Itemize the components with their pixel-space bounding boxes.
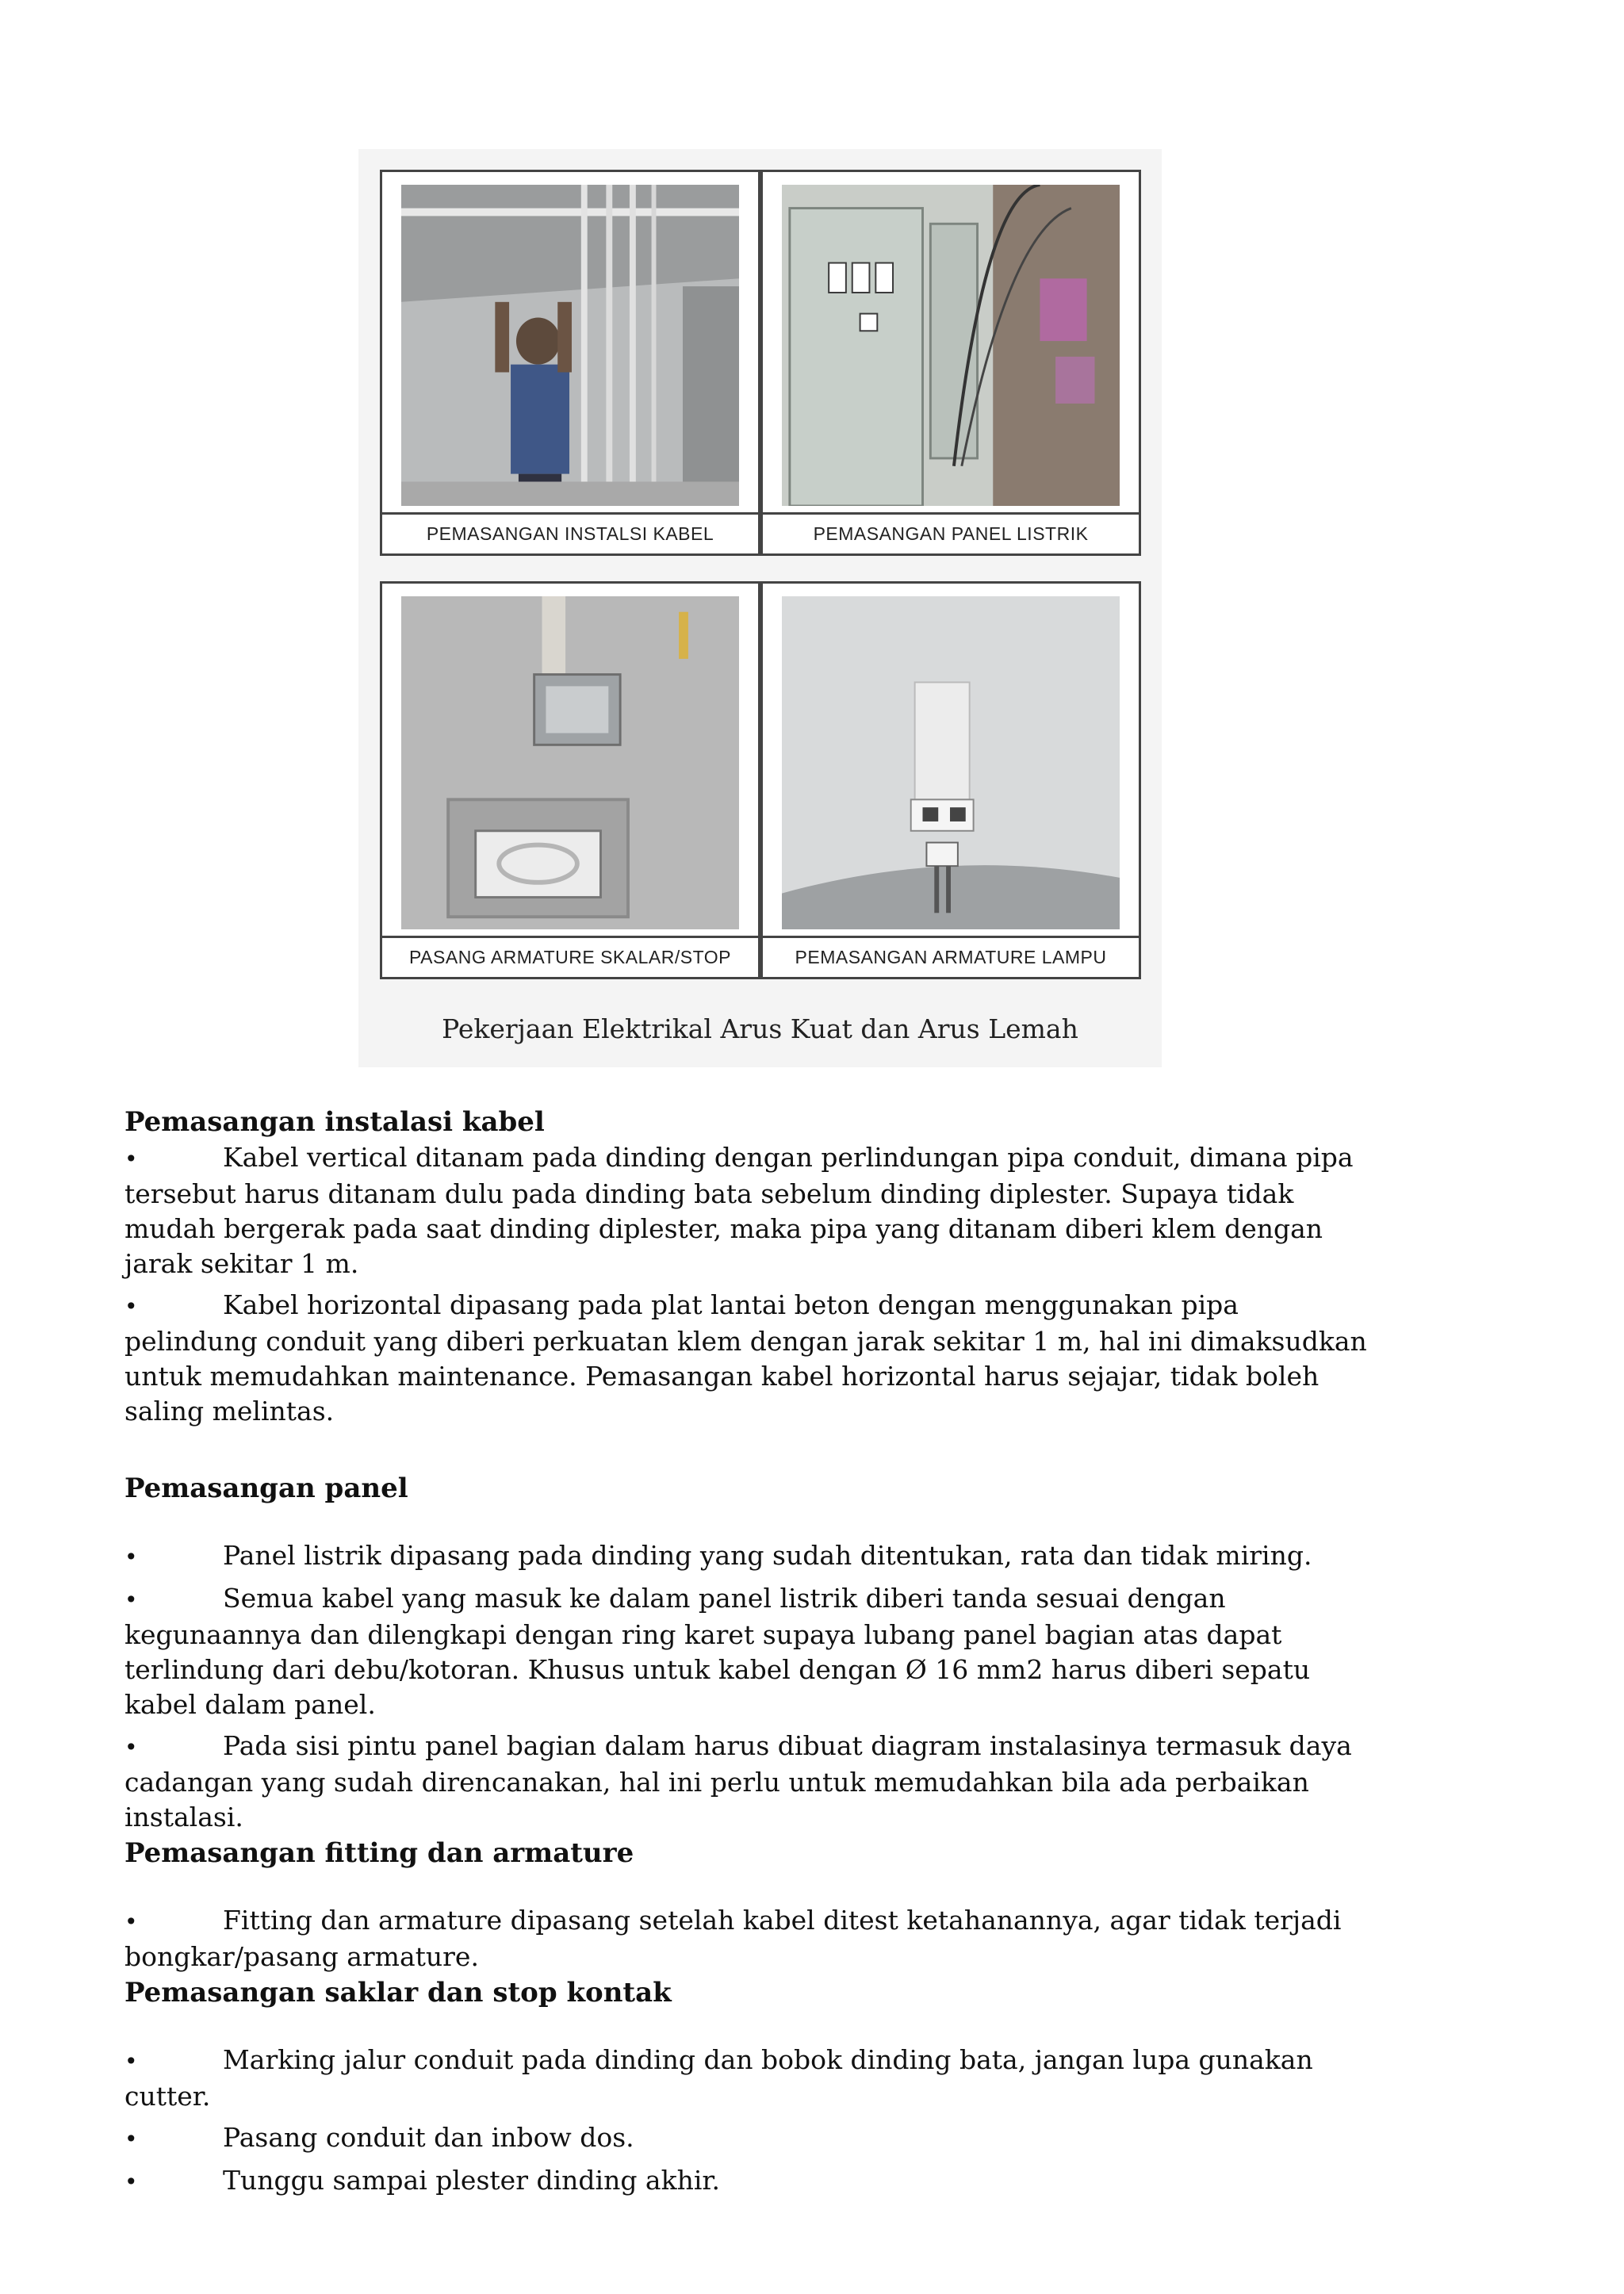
bullet-icon: • xyxy=(124,1909,138,1935)
list-item: • Tunggu sampai plester dinding akhir. xyxy=(124,2163,1377,2200)
photo-panel-cable-installation xyxy=(380,170,760,556)
photo-panel-switch-socket xyxy=(380,581,760,979)
panel-caption: PEMASANGAN INSTALSI KABEL xyxy=(382,512,758,553)
figure xyxy=(358,149,1162,1067)
list-item: • Pasang conduit dan inbow dos. xyxy=(124,2120,1377,2157)
photo-switch-socket xyxy=(401,596,739,929)
photo-panel-lamp-armature xyxy=(760,581,1141,979)
list-item: • Marking jalur conduit pada dinding dan bobok dinding bata, jangan lupa gunakan cutter. xyxy=(124,2044,1313,2112)
section-heading: Pemasangan fitting dan armature xyxy=(124,1837,634,1869)
bullet-icon: • xyxy=(124,2169,138,2195)
photo-lamp-armature xyxy=(782,596,1120,929)
bullet-icon: • xyxy=(124,1587,138,1613)
bullet-list xyxy=(124,1538,1377,1835)
bullet-icon: • xyxy=(124,1544,138,1570)
section-heading: Pemasangan saklar dan stop kontak xyxy=(124,1977,672,2009)
panel-caption: PEMASANGAN ARMATURE LAMPU xyxy=(763,936,1139,977)
list-item: • Panel listrik dipasang pada dinding yang sudah ditentukan, rata dan tidak miring. xyxy=(124,1538,1377,1575)
panel-caption: PASANG ARMATURE SKALAR/STOP xyxy=(382,936,758,977)
bullet-icon: • xyxy=(124,1146,138,1172)
bullet-icon: • xyxy=(124,2126,138,2152)
bullet-list xyxy=(124,1903,1377,1974)
bullet-list xyxy=(124,1140,1377,1429)
bullet-icon: • xyxy=(124,1293,138,1319)
section-heading: Pemasangan panel xyxy=(124,1473,408,1504)
document-body xyxy=(124,1104,1377,2200)
bullet-icon: • xyxy=(124,2048,138,2074)
photo-panel-electrical-panel xyxy=(760,170,1141,556)
list-item: • Kabel horizontal dipasang pada plat lantai beton dengan menggunakan pipa pelindung conduit yang diberi perkuatan klem dengan jarak sekitar 1 m, hal ini dimaksudkan untuk memudahkan maintenance. Pemasangan kabel horizontal harus sejajar, tidak boleh saling melintas. xyxy=(124,1289,1367,1427)
bullet-list xyxy=(124,2043,1377,2200)
list-item: • Fitting dan armature dipasang setelah kabel ditest ketahanannya, agar tidak terjadi bongkar/pasang armature. xyxy=(124,1905,1342,1972)
bullet-icon: • xyxy=(124,1734,138,1760)
list-item: • Kabel vertical ditanam pada dinding dengan perlindungan pipa conduit, dimana pipa tersebut harus ditanam dulu pada dinding bata sebelum dinding diplester. Supaya tidak mudah bergerak pada saat dinding diplester, maka pipa yang ditanam diberi klem dengan jarak sekitar 1 m. xyxy=(124,1142,1354,1279)
list-item: • Semua kabel yang masuk ke dalam panel listrik diberi tanda sesuai dengan kegunaannya dan dilengkapi dengan ring karet supaya lubang panel bagian atas dapat terlindung dari debu/kotoran. Khusus untuk kabel dengan Ø 16 mm2 harus diberi sepatu kabel dalam panel. xyxy=(124,1583,1311,1720)
panel-caption: PEMASANGAN PANEL LISTRIK xyxy=(763,512,1139,553)
photo-electrical-panel xyxy=(782,185,1120,506)
photo-cable-installation xyxy=(401,185,739,506)
section-heading: Pemasangan instalasi kabel xyxy=(124,1106,545,1138)
list-item: • Pada sisi pintu panel bagian dalam harus dibuat diagram instalasinya termasuk daya cadangan yang sudah direncanakan, hal ini perlu untuk memudahkan bila ada perbaikan instalasi. xyxy=(124,1730,1352,1833)
figure-caption: Pekerjaan Elektrikal Arus Kuat dan Arus Lemah xyxy=(442,1013,1078,1044)
